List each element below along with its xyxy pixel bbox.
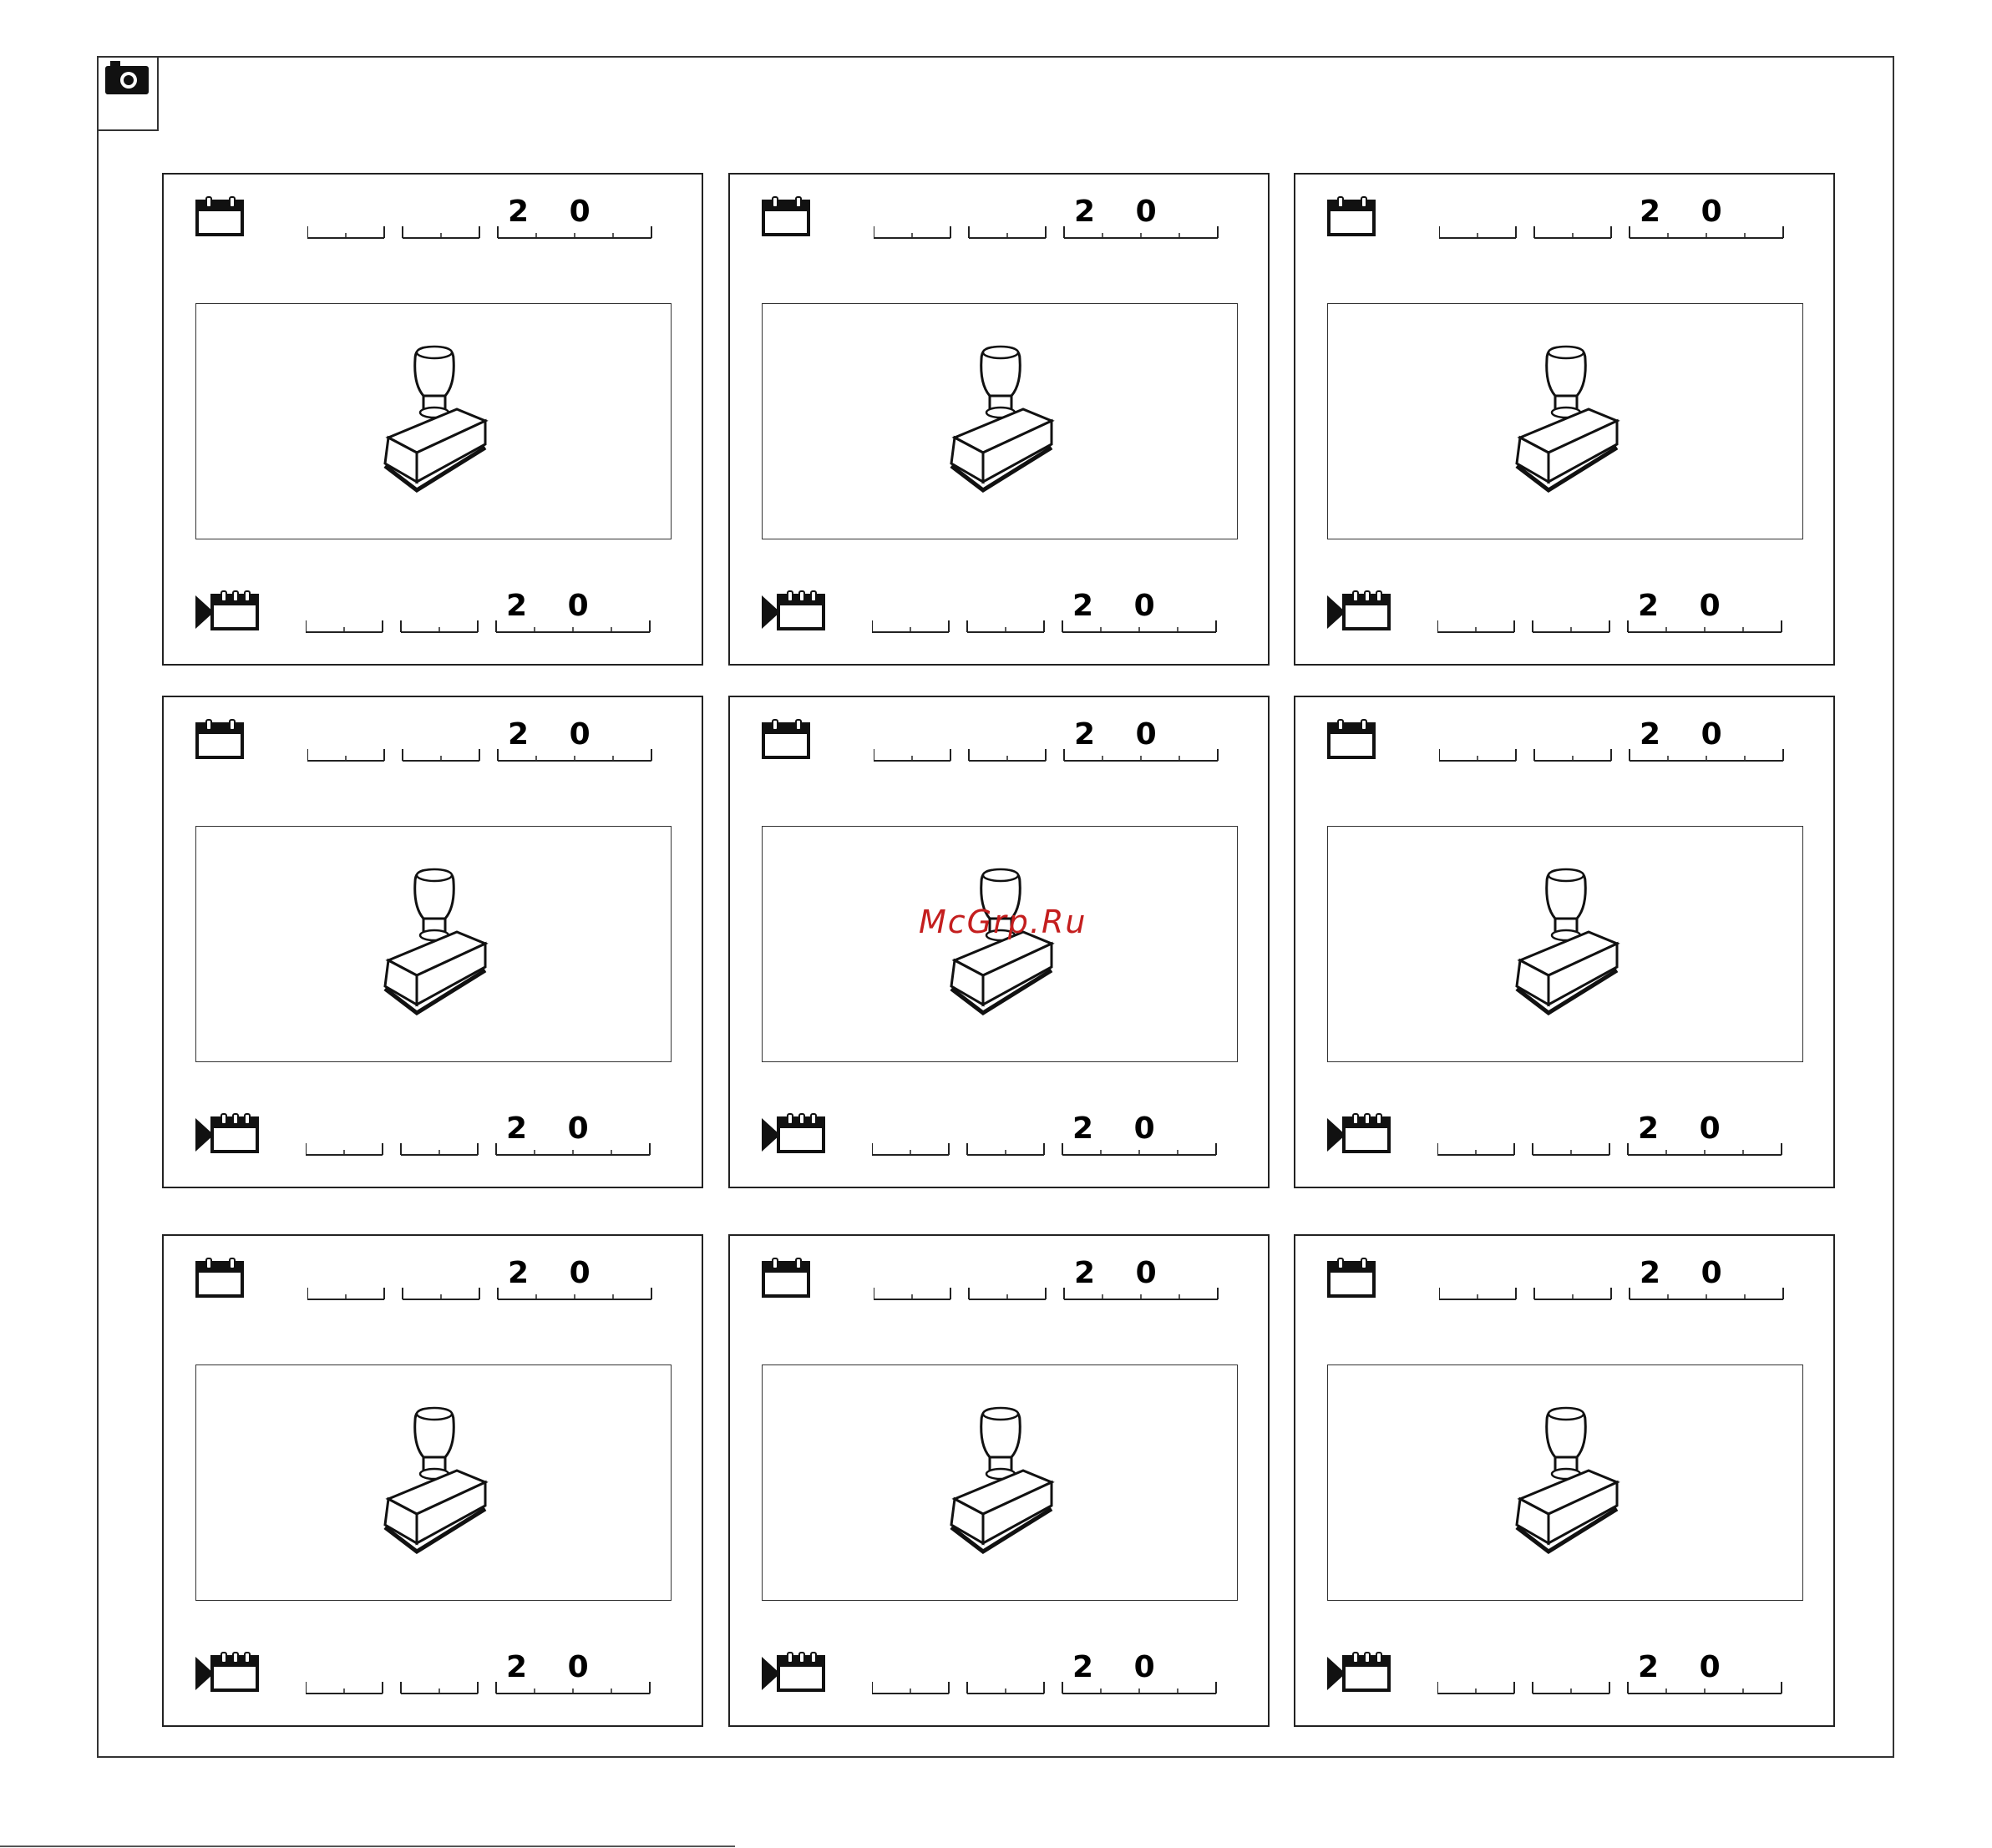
start-date-field[interactable] [874, 195, 1224, 240]
stamp-area [762, 303, 1238, 539]
end-date-field[interactable] [872, 1111, 1223, 1157]
start-year-prefix: 2 0 [1074, 1256, 1172, 1290]
start-date-field[interactable] [307, 1256, 658, 1301]
end-date-field[interactable] [1437, 1650, 1788, 1695]
rubber-stamp-icon [948, 867, 1057, 1021]
calendar-arrow-icon [195, 1113, 259, 1158]
stamp-area [1327, 1364, 1803, 1601]
rubber-stamp-icon [948, 1405, 1057, 1560]
end-date-field[interactable] [872, 589, 1223, 634]
calendar-arrow-icon [195, 590, 259, 635]
calendar-arrow-icon [762, 1113, 825, 1158]
calendar-icon [1327, 1258, 1376, 1303]
stamp-panel [162, 696, 703, 1188]
calendar-icon [1327, 719, 1376, 764]
bottom-rule [0, 1845, 735, 1847]
stamp-area [195, 1364, 672, 1601]
calendar-arrow-icon [762, 1652, 825, 1697]
start-date-field[interactable] [307, 717, 658, 762]
start-date-field[interactable] [874, 717, 1224, 762]
rubber-stamp-icon [948, 344, 1057, 499]
calendar-icon [1327, 196, 1376, 241]
end-year-prefix: 2 0 [506, 1111, 604, 1146]
start-year-prefix: 2 0 [1640, 195, 1737, 229]
calendar-arrow-icon [1327, 1113, 1391, 1158]
calendar-icon [762, 196, 810, 241]
start-date-field[interactable] [307, 195, 658, 240]
calendar-arrow-icon [1327, 1652, 1391, 1697]
stamp-panel [162, 1234, 703, 1727]
start-year-prefix: 2 0 [508, 195, 606, 229]
end-date-field[interactable] [872, 1650, 1223, 1695]
start-date-field[interactable] [1439, 1256, 1790, 1301]
stamp-area [762, 826, 1238, 1062]
calendar-icon [195, 196, 244, 241]
end-date-field[interactable] [1437, 1111, 1788, 1157]
calendar-arrow-icon [195, 1652, 259, 1697]
start-year-prefix: 2 0 [1640, 1256, 1737, 1290]
calendar-icon [762, 719, 810, 764]
end-year-prefix: 2 0 [1072, 1650, 1170, 1684]
end-date-field[interactable] [1437, 589, 1788, 634]
stamp-panel [728, 1234, 1270, 1727]
stamp-panel [728, 173, 1270, 666]
end-year-prefix: 2 0 [1072, 589, 1170, 623]
start-date-field[interactable] [1439, 717, 1790, 762]
start-year-prefix: 2 0 [1074, 717, 1172, 752]
stamp-panel [1294, 1234, 1835, 1727]
stamp-panel [162, 173, 703, 666]
stamp-panel [1294, 173, 1835, 666]
stamp-panel [728, 696, 1270, 1188]
end-date-field[interactable] [306, 589, 656, 634]
end-date-field[interactable] [306, 1650, 656, 1695]
rubber-stamp-icon [382, 1405, 490, 1560]
rubber-stamp-icon [1513, 1405, 1622, 1560]
calendar-arrow-icon [1327, 590, 1391, 635]
end-year-prefix: 2 0 [1638, 589, 1736, 623]
camera-tab [97, 56, 159, 131]
start-year-prefix: 2 0 [508, 717, 606, 752]
end-year-prefix: 2 0 [1638, 1111, 1736, 1146]
rubber-stamp-icon [382, 867, 490, 1021]
end-year-prefix: 2 0 [1072, 1111, 1170, 1146]
stamp-area [195, 303, 672, 539]
camera-icon [104, 59, 150, 96]
end-year-prefix: 2 0 [506, 589, 604, 623]
rubber-stamp-icon [1513, 344, 1622, 499]
calendar-icon [762, 1258, 810, 1303]
calendar-icon [195, 1258, 244, 1303]
start-year-prefix: 2 0 [1074, 195, 1172, 229]
calendar-icon [195, 719, 244, 764]
watermark: McGrp.Ru [919, 904, 1087, 940]
stamp-area [762, 1364, 1238, 1601]
calendar-arrow-icon [762, 590, 825, 635]
start-year-prefix: 2 0 [508, 1256, 606, 1290]
stamp-area [195, 826, 672, 1062]
end-year-prefix: 2 0 [506, 1650, 604, 1684]
stamp-area [1327, 303, 1803, 539]
stamp-area [1327, 826, 1803, 1062]
rubber-stamp-icon [1513, 867, 1622, 1021]
start-year-prefix: 2 0 [1640, 717, 1737, 752]
start-date-field[interactable] [1439, 195, 1790, 240]
end-year-prefix: 2 0 [1638, 1650, 1736, 1684]
rubber-stamp-icon [382, 344, 490, 499]
end-date-field[interactable] [306, 1111, 656, 1157]
stamp-panel [1294, 696, 1835, 1188]
start-date-field[interactable] [874, 1256, 1224, 1301]
